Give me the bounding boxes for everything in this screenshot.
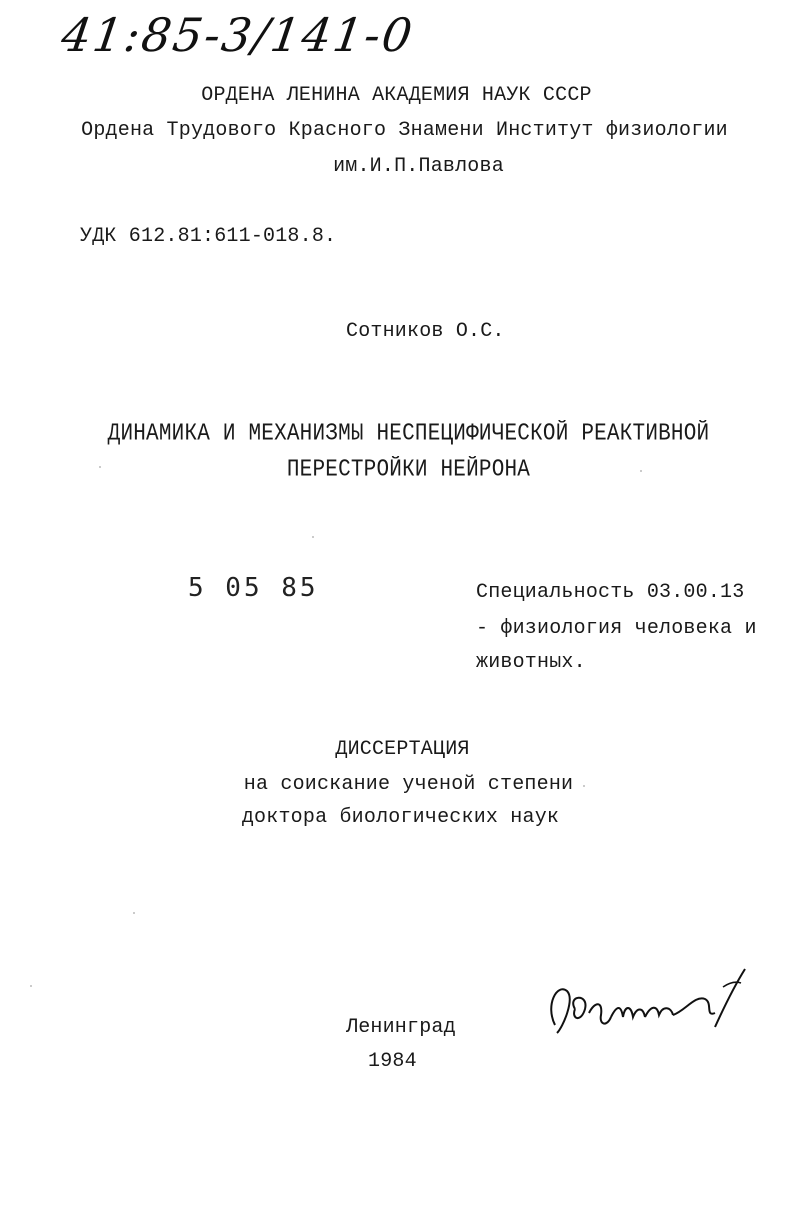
specialty-line-1: Специальность 03.00.13 bbox=[476, 581, 745, 604]
specialty-line-3: животных. bbox=[476, 651, 586, 674]
academy-name: ОРДЕНА ЛЕНИНА АКАДЕМИЯ НАУК СССР bbox=[201, 84, 592, 107]
document-type: ДИССЕРТАЦИЯ bbox=[335, 738, 470, 761]
scan-speck bbox=[30, 985, 32, 987]
author-signature bbox=[545, 965, 755, 1045]
dissertation-title-line-2: ПЕРЕСТРОЙКИ НЕЙРОНА bbox=[286, 457, 531, 484]
specialty-line-2: - физиология человека и bbox=[476, 617, 757, 640]
received-date-stamp: 5 05 85 bbox=[188, 573, 319, 603]
scan-speck bbox=[640, 470, 642, 472]
publication-year: 1984 bbox=[368, 1050, 417, 1073]
degree-purpose: на соискание ученой степени bbox=[243, 773, 574, 796]
handwritten-archive-number: 41:85-3/141-0 bbox=[58, 8, 418, 62]
place-of-publication: Ленинград bbox=[346, 1016, 456, 1039]
scan-speck bbox=[133, 912, 135, 914]
dissertation-title-line-1: ДИНАМИКА И МЕХАНИЗМЫ НЕСПЕЦИФИЧЕСКОЙ РЕАКТИВНОЙ bbox=[107, 421, 710, 448]
scan-speck bbox=[312, 536, 314, 538]
scan-speck bbox=[99, 466, 101, 468]
degree-name: доктора биологических наук bbox=[241, 806, 560, 829]
institute-name: Ордена Трудового Красного Знамени Институт физиологии bbox=[81, 119, 728, 142]
udk-code: УДК 612.81:611-018.8. bbox=[80, 225, 337, 248]
scan-speck bbox=[583, 785, 585, 787]
author-name: Сотников О.С. bbox=[346, 320, 505, 343]
institute-honorific: им.И.П.Павлова bbox=[333, 155, 504, 178]
